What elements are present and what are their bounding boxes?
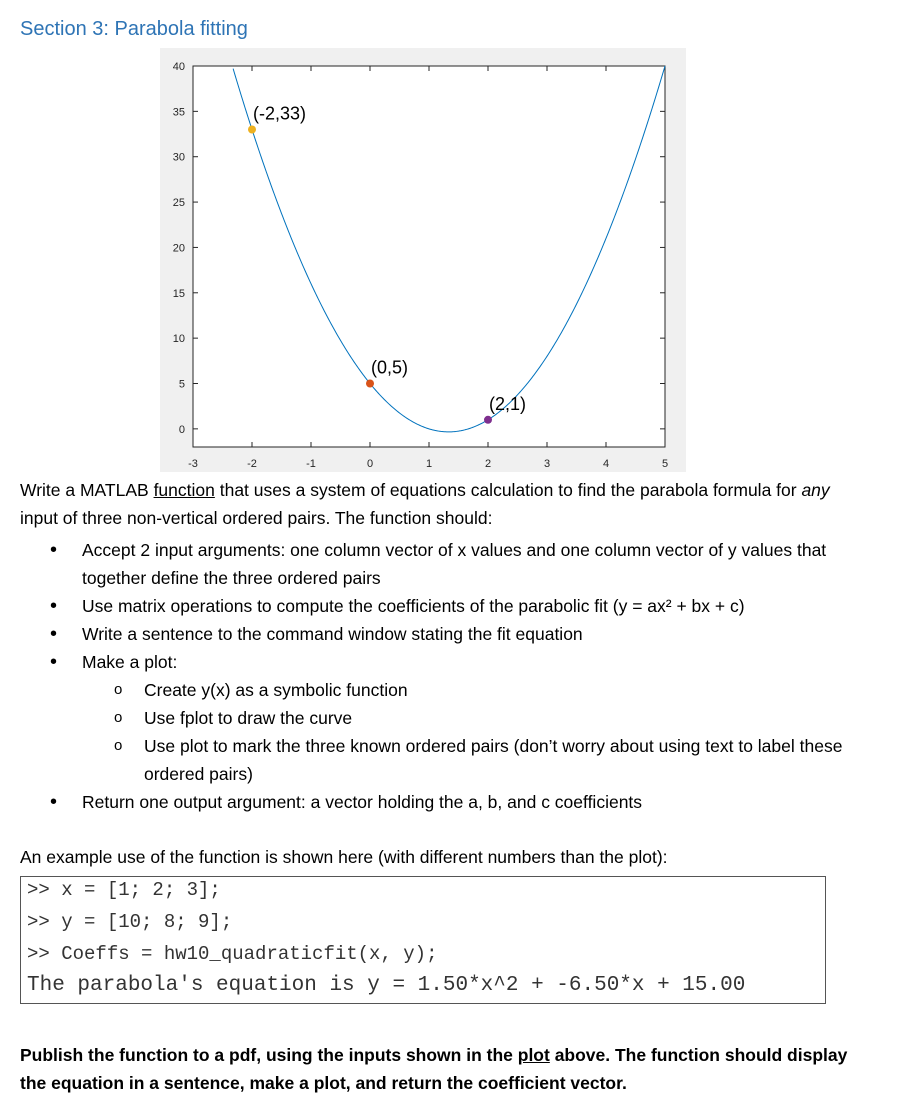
- x-tick-label: 4: [602, 458, 610, 470]
- list-item-text: Make a plot:: [82, 652, 178, 672]
- data-point-label: (-2,33): [253, 103, 307, 124]
- intro-paragraph: [20, 476, 870, 532]
- intro-emphasis: any: [801, 480, 830, 500]
- function-link[interactable]: function: [153, 480, 215, 500]
- final-text-2: above. The function should display the equation in a sentence, make a plot, and return the coefficient vector.: [20, 1045, 848, 1093]
- data-point-marker: [484, 416, 492, 424]
- data-point-marker: [366, 380, 374, 388]
- intro-text: Write a MATLAB: [20, 480, 154, 500]
- requirements-list: [50, 536, 850, 816]
- x-tick-label: -2: [247, 458, 257, 470]
- code-example-box: [20, 876, 826, 1004]
- parabola-chart: [160, 48, 686, 472]
- x-tick-label: -1: [306, 458, 316, 470]
- final-text: Publish the function to a pdf, using the inputs shown in the: [20, 1045, 518, 1065]
- sub-text: to mark the three known ordered pairs (don’t worry about using text to label these ordered pairs): [144, 736, 843, 784]
- sub-list-item: o Create y(x) as a symbolic function: [112, 676, 850, 704]
- list-item: [50, 592, 850, 620]
- x-tick-label: 1: [425, 458, 433, 470]
- intro-text-3: input of three non-vertical ordered pairs. The function should:: [20, 508, 493, 528]
- publish-instructions: [20, 1041, 860, 1097]
- sub-list-item: [112, 732, 850, 788]
- data-point-marker: [248, 126, 256, 134]
- code-output-line: The parabola's equation is y = 1.50*x^2 + -6.50*x + 15.00: [27, 974, 746, 997]
- x-tick-label: -3: [188, 458, 198, 470]
- chart-svg: [160, 48, 686, 472]
- fplot-keyword: fplot: [179, 708, 214, 728]
- list-item-text: Use matrix operations to compute the coefficients of the parabolic fit (y = ax² + bx + c): [82, 596, 745, 616]
- list-item: • Return one output argument: a vector holding the a, b, and c coefficients: [50, 788, 850, 816]
- sub-list-item: [112, 704, 850, 732]
- example-lead: An example use of the function is shown here (with different numbers than the plot):: [20, 847, 668, 867]
- y-tick-label: 35: [172, 106, 185, 119]
- x-tick-label: 3: [543, 458, 551, 470]
- sub-text: Use: [144, 736, 180, 756]
- plot-sub-list: [82, 676, 850, 788]
- code-line: >> x = [1; 2; 3];: [27, 879, 221, 901]
- y-tick-label: 25: [172, 197, 185, 210]
- data-point-label: (2,1): [489, 393, 527, 414]
- y-tick-label: 20: [172, 242, 185, 255]
- plot-link[interactable]: plot: [517, 1045, 550, 1065]
- x-tick-labels: [188, 458, 668, 470]
- y-tick-label: 40: [172, 61, 185, 73]
- y-tick-labels: [173, 61, 185, 436]
- y-tick-label: 0: [178, 423, 185, 436]
- x-tick-label: 5: [661, 458, 669, 470]
- list-item: [50, 648, 850, 788]
- y-tick-label: 15: [172, 287, 185, 300]
- code-line: >> y = [10; 8; 9];: [27, 911, 233, 933]
- code-line: >> Coeffs = hw10_quadraticfit(x, y);: [27, 943, 438, 965]
- x-tick-label: 2: [484, 458, 492, 470]
- section-title: Section 3: Parabola fitting: [20, 18, 248, 40]
- x-tick-label: 0: [366, 458, 374, 470]
- y-tick-label: 10: [172, 333, 185, 346]
- list-item: • Write a sentence to the command window stating the fit equation: [50, 620, 850, 648]
- y-tick-label: 30: [172, 151, 185, 164]
- list-item: • Accept 2 input arguments: one column vector of x values and one column vector of y values that together define the three ordered pairs: [50, 536, 850, 592]
- sub-text: Use: [144, 708, 180, 728]
- data-point-label: (0,5): [371, 357, 409, 378]
- intro-text-2: that uses a system of equations calculation to find the parabola formula for: [214, 480, 802, 500]
- y-tick-label: 5: [178, 378, 185, 391]
- sub-text: to draw the curve: [213, 708, 353, 728]
- plot-keyword: plot: [179, 736, 209, 756]
